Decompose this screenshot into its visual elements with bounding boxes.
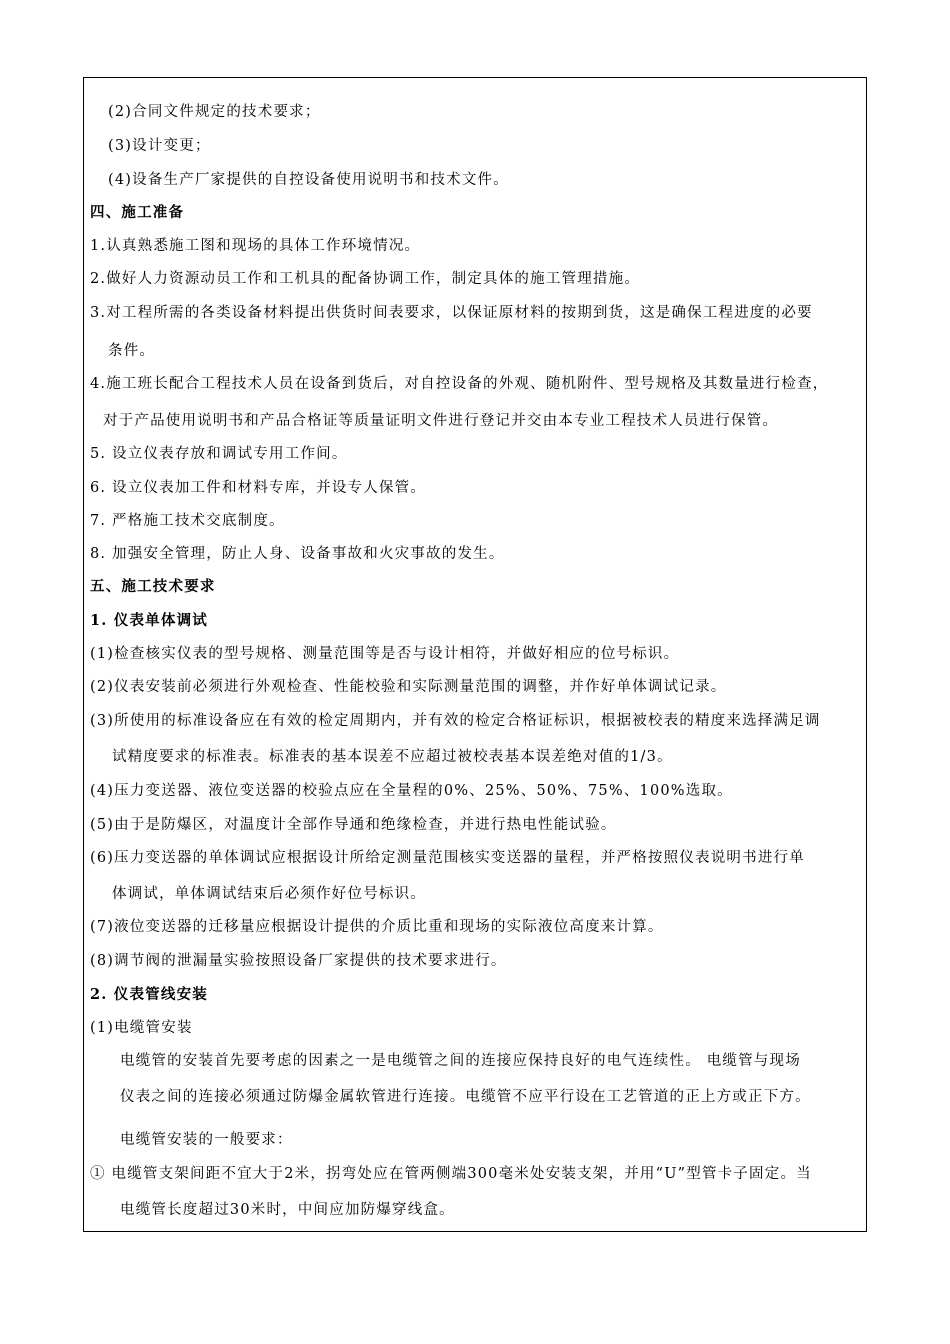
text-line: 7. 严格施工技术交底制度。 [90,513,285,529]
text-line: (1)电缆管安装 [90,1020,193,1036]
text-line: 3.对工程所需的各类设备材料提出供货时间表要求，以保证原材料的按期到货，这是确保工程进度的必要 [90,305,813,321]
section-heading: 1. 仪表单体调试 [90,612,208,629]
text-line: (3)设计变更； [108,138,211,154]
text-line: 2.做好人力资源动员工作和工机具的配备协调工作，制定具体的施工管理措施。 [90,271,641,287]
text-line: 体调试，单体调试结束后必须作好位号标识。 [112,886,426,902]
text-line: 8. 加强安全管理，防止人身、设备事故和火灾事故的发生。 [90,546,505,562]
text-line: (4)设备生产厂家提供的自控设备使用说明书和技术文件。 [108,172,509,188]
text-line: (2)合同文件规定的技术要求； [108,104,321,120]
text-line: 4.施工班长配合工程技术人员在设备到货后，对自控设备的外观、随机附件、型号规格及其数量进行检查， [90,376,829,392]
text-line: (7)液位变送器的迁移量应根据设计提供的介质比重和现场的实际液位高度来计算。 [90,919,664,935]
text-line: (3)所使用的标准设备应在有效的检定周期内，并有效的检定合格证标识，根据被校表的精度来选择满足调 [90,713,821,729]
text-line: 仪表之间的连接必须通过防爆金属软管进行连接。电缆管不应平行设在工艺管道的正上方或正下方。 [120,1089,811,1105]
text-line: 试精度要求的标准表。标准表的基本误差不应超过被校表基本误差绝对值的1/3。 [112,749,673,765]
text-line: ① 电缆管支架间距不宜大于2米，拐弯处应在管两侧端300毫米处安装支架，并用“U”型管卡子固定。当 [90,1166,812,1182]
text-line: 电缆管长度超过30米时，中间应加防爆穿线盒。 [120,1202,455,1218]
text-line: (4)压力变送器、液位变送器的校验点应在全量程的0%、25%、50%、75%、100%选取。 [90,783,733,799]
text-line: (5)由于是防爆区，对温度计全部作导通和绝缘检查，并进行热电性能试验。 [90,817,617,833]
text-line: 电缆管的安装首先要考虑的因素之一是电缆管之间的连接应保持良好的电气连续性。 电缆管与现场 [120,1053,801,1069]
section-heading: 2. 仪表管线安装 [90,986,208,1003]
text-line: (1)检查核实仪表的型号规格、测量范围等是否与设计相符，并做好相应的位号标识。 [90,646,680,662]
text-line: 条件。 [108,343,156,359]
section-heading: 四、施工准备 [90,204,185,221]
text-line: 6. 设立仪表加工件和材料专库，并设专人保管。 [90,480,427,496]
text-line: (6)压力变送器的单体调试应根据设计所给定测量范围核实变送器的量程，并严格按照仪表说明书进行单 [90,850,805,866]
text-line: 5. 设立仪表存放和调试专用工作间。 [90,446,348,462]
text-line: 1.认真熟悉施工图和现场的具体工作环境情况。 [90,238,421,254]
text-line: 电缆管安装的一般要求： [120,1132,293,1148]
text-line: (2)仪表安装前必须进行外观检查、性能校验和实际测量范围的调整，并作好单体调试记录。 [90,679,727,695]
section-heading: 五、施工技术要求 [90,578,216,595]
text-line: 对于产品使用说明书和产品合格证等质量证明文件进行登记并交由本专业工程技术人员进行保管。 [103,413,779,429]
text-line: (8)调节阀的泄漏量实验按照设备厂家提供的技术要求进行。 [90,953,507,969]
